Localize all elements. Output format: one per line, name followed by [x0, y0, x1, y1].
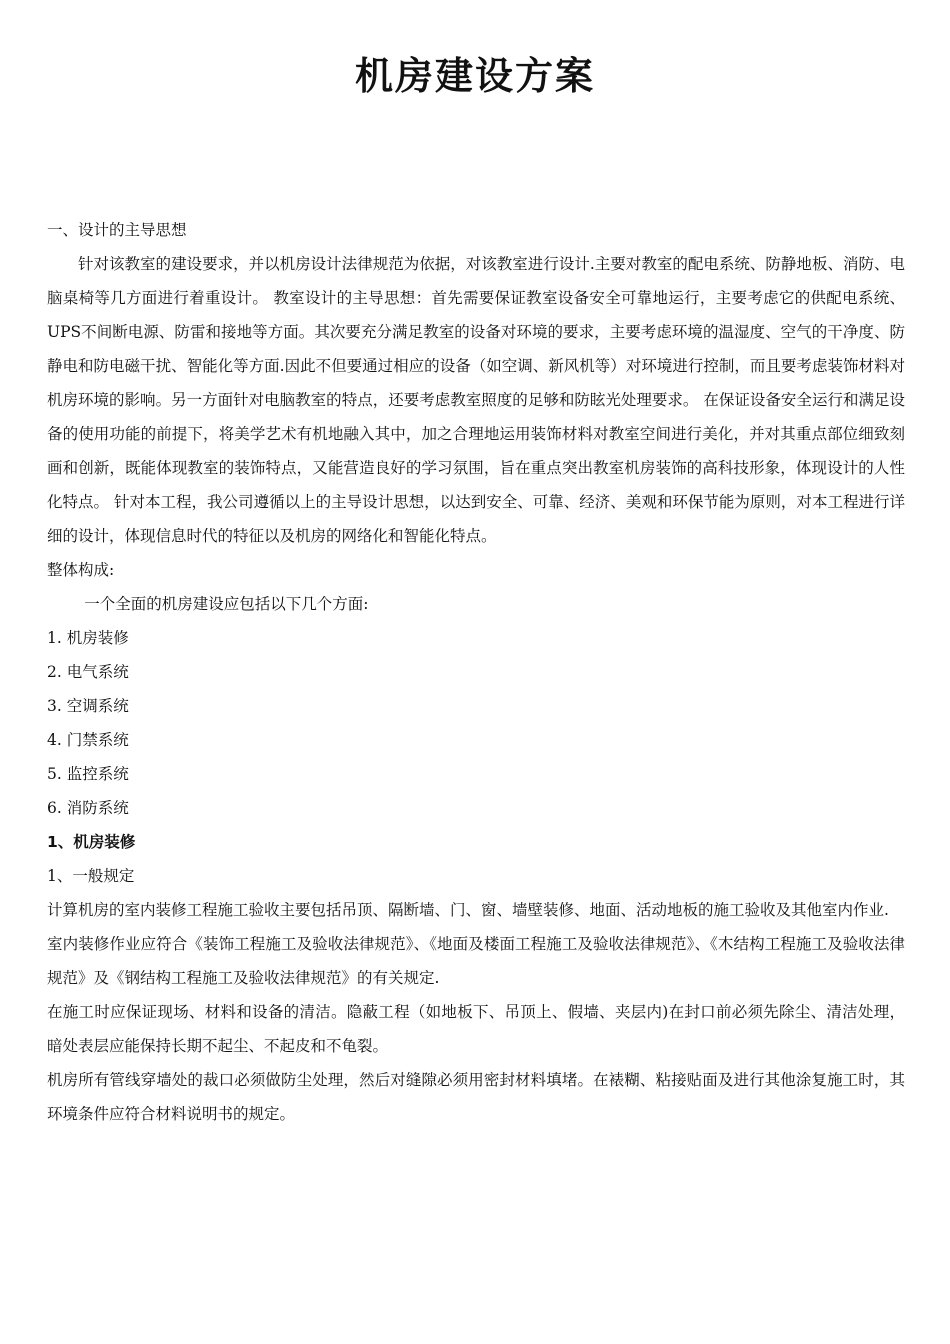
document-title: 机房建设方案: [354, 54, 595, 98]
list-item: 4. 门禁系统: [47, 731, 129, 749]
list-item: 1. 机房装修: [47, 629, 129, 647]
body-paragraph: 室内装修作业应符合《装饰工程施工及验收法律规范》、《地面及楼面工程施工及验收法律规范》、《木结构工程施工及验收法律规范》及《钢结构工程施工及验收法律规范》的有关规定.: [47, 935, 905, 987]
body-paragraph: 在施工时应保证现场、材料和设备的清洁。隐蔽工程（如地板下、吊顶上、假墙、夹层内)在封口前必须先除尘、清洁处理，暗处表层应能保持长期不起尘、不起皮和不龟裂。: [47, 1003, 905, 1055]
overall-label: 整体构成:: [47, 561, 115, 579]
body-paragraph: 计算机房的室内装修工程施工验收主要包括吊顶、隔断墙、门、窗、墙壁装修、地面、活动地板的施工验收及其他室内作业.: [47, 901, 889, 919]
subsubsection-heading: 1、一般规定: [47, 867, 135, 885]
body-paragraph: 机房所有管线穿墙处的裁口必须做防尘处理，然后对缝隙必须用密封材料填堵。在裱糊、粘接贴面及进行其他涂复施工时，其环境条件应符合材料说明书的规定。: [47, 1071, 905, 1123]
document-body: [47, 213, 905, 1131]
list-item: 5. 监控系统: [47, 765, 129, 783]
list-item: 6. 消防系统: [47, 799, 129, 817]
subsection-heading: 1、机房装修: [47, 833, 136, 851]
list-item: 3. 空调系统: [47, 697, 129, 715]
list-item: 2. 电气系统: [47, 663, 129, 681]
section-heading: 一、设计的主导思想: [47, 221, 187, 239]
design-philosophy-paragraph: 针对该教室的建设要求，并以机房设计法律规范为依据，对该教室进行设计.主要对教室的配电系统、防静地板、消防、电脑桌椅等几方面进行着重设计。 教室设计的主导思想：首先需要保证教室设备安全可靠地运行，主要考虑它的供配电系统、UPS不间断电源、防雷和接地等方面。其次要充分满足教室的设备对环境的要求，主要考虑环境的温湿度、空气的干净度、防静电和防电磁干扰、智能化等方面.因此不但要通过相应的设备（如空调、新风机等）对环境进行控制，而且要考虑装饰材料对机房环境的影响。另一方面针对电脑教室的特点，还要考虑教室照度的足够和防眩光处理要求。 在保证设备安全运行和满足设备的使用功能的前提下，将美学艺术有机地融入其中，加之合理地运用装饰材料对教室空间进行美化，并对其重点部位细致刻画和创新，既能体现教室的装饰特点，又能营造良好的学习氛围，旨在重点突出教室机房装饰的高科技形象，体现设计的人性化特点。 针对本工程，我公司遵循以上的主导设计思想，以达到安全、可靠、经济、美观和环保节能为原则，对本工程进行详细的设计，体现信息时代的特征以及机房的网络化和智能化特点。: [47, 255, 905, 545]
overall-intro: 一个全面的机房建设应包括以下几个方面:: [84, 595, 369, 613]
